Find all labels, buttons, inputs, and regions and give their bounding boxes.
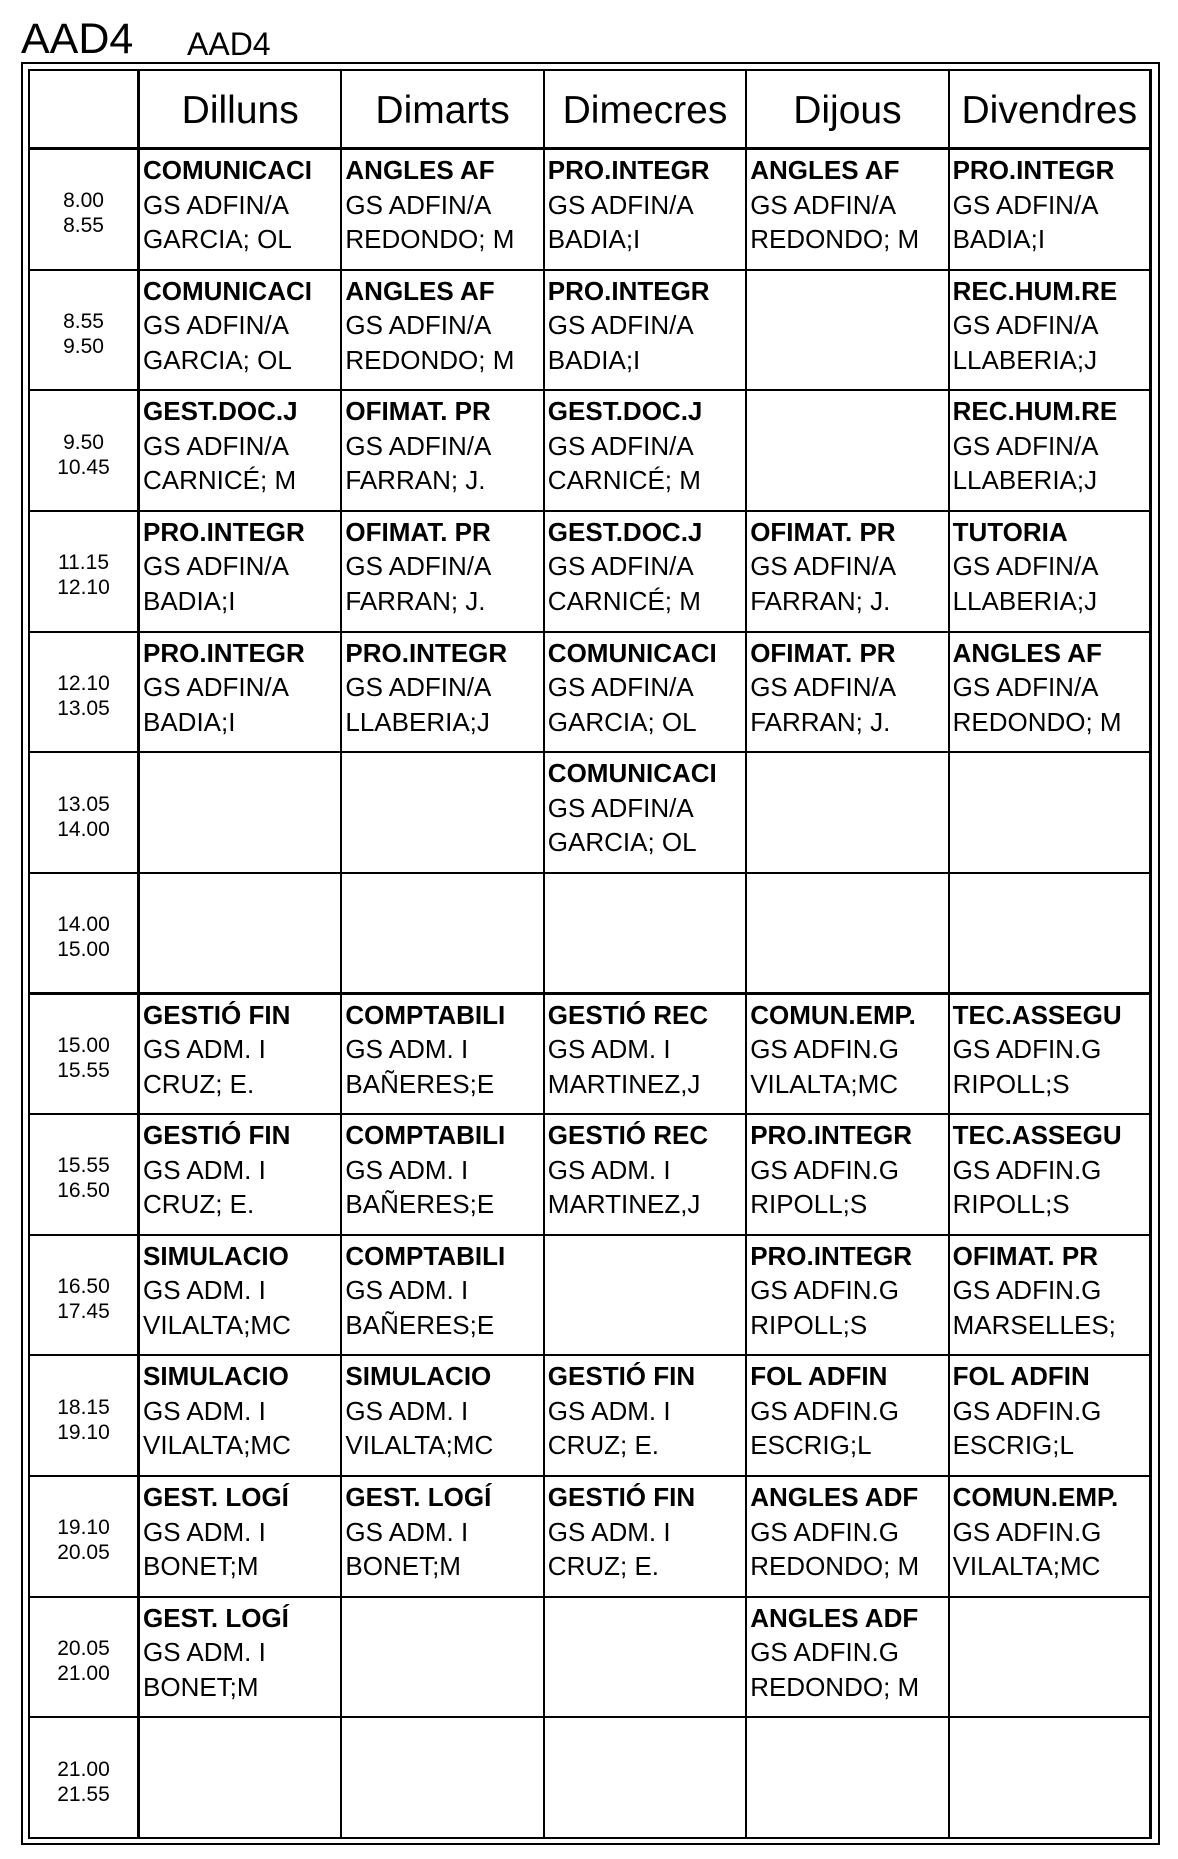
class-subject: COMPTABILI [345,999,506,1030]
time-slot-start: 13.05 [57,792,110,816]
class-teacher: CRUZ; E. [547,1551,660,1582]
class-subject: COMUNICACI [547,758,717,789]
class-slot-cell [747,995,949,1116]
empty-slot-cell [545,1236,747,1357]
empty-slot-cell [342,1718,544,1839]
class-teacher: FARRAN; J. [750,585,891,616]
class-group: GS ADM. I [143,1275,266,1306]
class-teacher: GARCIA; OL [547,827,697,858]
time-slot-cell [30,1477,140,1598]
class-teacher: LLABERIA;J [345,706,490,737]
class-slot-cell [545,150,747,271]
class-group: GS ADM. I [345,1395,469,1426]
class-slot-cell [140,150,342,271]
class-slot-cell [140,1598,342,1719]
day-header [950,71,1152,150]
class-group: GS ADM. I [143,1637,266,1668]
group-label: AAD4 [187,26,271,62]
class-teacher: BADIA;I [547,224,641,254]
class-teacher: REDONDO; M [750,224,920,254]
class-subject: REC.HUM.RE [952,396,1118,427]
class-subject: GESTIÓ FIN [547,1482,696,1513]
empty-slot-cell [747,391,949,512]
class-teacher: REDONDO; M [345,224,515,254]
day-header-label: Dimecres [562,89,728,132]
class-slot-cell [342,1115,544,1236]
class-group: GS ADFIN.G [952,1154,1102,1185]
class-teacher: CRUZ; E. [547,1430,660,1461]
time-slot-cell [30,150,140,271]
class-subject: OFIMAT. PR [345,396,491,427]
class-teacher: VILALTA;MC [750,1068,899,1099]
time-slot-end: 19.10 [57,1420,110,1444]
class-subject: SIMULACIO [143,1240,289,1271]
class-group: GS ADFIN/A [547,792,694,823]
class-slot-cell [950,1115,1152,1236]
class-group: GS ADFIN/A [547,189,694,220]
class-subject: PRO.INTEGR [547,155,710,185]
class-teacher: BAÑERES;E [345,1309,495,1340]
class-slot-cell [545,753,747,874]
time-slot-start: 8.55 [63,309,104,333]
class-subject: OFIMAT. PR [750,637,896,668]
class-subject: GEST.DOC.J [143,396,298,427]
class-group: GS ADFIN.G [952,1275,1102,1306]
class-group: GS ADFIN/A [952,430,1099,461]
class-slot-cell [545,1115,747,1236]
timetable-title: AAD4 [21,15,134,63]
class-teacher: LLABERIA;J [952,465,1098,496]
class-group: GS ADFIN.G [750,1154,899,1185]
time-slot-start: 15.00 [57,1033,110,1057]
class-group: GS ADFIN/A [547,551,694,582]
time-slot-cell [30,512,140,633]
day-header [140,71,342,150]
class-group: GS ADM. I [143,1395,266,1426]
empty-slot-cell [950,874,1152,995]
time-slot-cell [30,1236,140,1357]
time-slot-end: 13.05 [57,696,110,720]
class-teacher: MARTINEZ,J [547,1189,701,1220]
class-slot-cell [140,995,342,1116]
class-subject: COMUN.EMP. [952,1482,1119,1513]
time-slot-cell [30,753,140,874]
class-group: GS ADFIN/A [750,551,897,582]
class-teacher: VILALTA;MC [143,1309,291,1340]
class-slot-cell [342,1356,544,1477]
time-slot-start: 9.50 [63,430,104,454]
class-subject: SIMULACIO [345,1361,492,1392]
empty-slot-cell [140,753,342,874]
time-slot-end: 20.05 [57,1541,110,1565]
class-subject: GESTIÓ FIN [547,1361,696,1392]
class-teacher: REDONDO; M [750,1551,920,1582]
class-group: GS ADM. I [143,1516,266,1547]
time-slot-cell [30,633,140,754]
class-teacher: BADIA;I [143,585,236,616]
class-teacher: LLABERIA;J [952,344,1098,375]
empty-slot-cell [950,1598,1152,1719]
class-slot-cell [140,1356,342,1477]
class-subject: OFIMAT. PR [952,1240,1098,1271]
class-subject: ANGLES AF [750,155,900,185]
time-slot-cell [30,1356,140,1477]
class-slot-cell [747,1115,949,1236]
class-subject: GESTIÓ FIN [143,1120,291,1151]
class-subject: ANGLES ADF [750,1482,919,1513]
class-slot-cell [545,1477,747,1598]
class-teacher: ESCRIG;L [750,1430,872,1461]
class-teacher: REDONDO; M [750,1671,920,1702]
class-subject: PRO.INTEGR [143,637,305,668]
class-group: GS ADFIN.G [952,1395,1102,1426]
class-subject: TEC.ASSEGU [952,1120,1122,1151]
class-subject: REC.HUM.RE [952,275,1118,306]
class-slot-cell [342,633,544,754]
empty-slot-cell [950,1718,1152,1839]
empty-slot-cell [545,1718,747,1839]
class-subject: PRO.INTEGR [143,516,305,547]
class-subject: ANGLES AF [952,637,1102,668]
class-slot-cell [950,633,1152,754]
time-slot-end: 15.55 [57,1058,110,1082]
empty-slot-cell [140,874,342,995]
class-group: GS ADFIN/A [952,189,1099,220]
class-slot-cell [342,271,544,392]
class-subject: GEST.DOC.J [547,396,703,427]
class-slot-cell [140,633,342,754]
class-group: GS ADFIN/A [952,551,1099,582]
class-teacher: ESCRIG;L [952,1430,1074,1461]
class-slot-cell [342,391,544,512]
class-subject: COMUNICACI [143,155,312,185]
time-slot-start: 8.00 [63,189,104,213]
class-teacher: FARRAN; J. [345,585,486,616]
class-slot-cell [342,1477,544,1598]
empty-slot-cell [342,753,544,874]
empty-slot-cell [545,874,747,995]
class-group: GS ADM. I [345,1275,469,1306]
class-slot-cell [950,1236,1152,1357]
time-slot-cell [30,391,140,512]
class-subject: OFIMAT. PR [345,516,491,547]
class-teacher: GARCIA; OL [143,224,292,254]
class-group: GS ADM. I [345,1154,469,1185]
empty-slot-cell [342,874,544,995]
class-slot-cell [950,391,1152,512]
class-subject: GEST. LOGÍ [345,1482,492,1513]
class-teacher: BADIA;I [952,224,1046,254]
empty-slot-cell [747,1718,949,1839]
class-group: GS ADM. I [345,1034,469,1064]
time-slot-start: 20.05 [57,1637,110,1661]
time-slot-cell [30,1598,140,1719]
class-slot-cell [545,1356,747,1477]
class-group: GS ADFIN/A [345,310,492,341]
class-subject: SIMULACIO [143,1361,289,1392]
class-subject: COMPTABILI [345,1240,506,1271]
time-slot-start: 18.15 [57,1395,110,1419]
class-group: GS ADFIN/A [345,551,492,582]
class-teacher: FARRAN; J. [345,465,486,496]
time-slot-end: 17.45 [57,1300,110,1324]
empty-slot-cell [747,753,949,874]
class-group: GS ADFIN/A [547,430,694,461]
class-teacher: FARRAN; J. [750,706,891,737]
class-slot-cell [747,1598,949,1719]
class-slot-cell [545,512,747,633]
class-teacher: REDONDO; M [952,706,1122,737]
class-subject: COMUNICACI [547,637,717,668]
class-group: GS ADFIN.G [750,1034,899,1064]
class-subject: GEST. LOGÍ [143,1602,289,1633]
class-slot-cell [342,512,544,633]
class-teacher: CARNICÉ; M [547,585,701,616]
class-group: GS ADFIN.G [952,1516,1102,1547]
day-header-label: Divendres [961,89,1138,132]
class-group: GS ADFIN/A [547,310,694,341]
class-teacher: VILALTA;MC [143,1430,291,1461]
class-teacher: CARNICÉ; M [547,465,701,496]
class-teacher: CRUZ; E. [143,1068,255,1099]
header-corner-cell [30,71,140,150]
class-subject: PRO.INTEGR [750,1240,912,1271]
time-slot-end: 12.10 [57,576,110,600]
time-slot-end: 9.50 [63,334,104,358]
class-slot-cell [140,391,342,512]
time-slot-cell [30,1718,140,1839]
time-slot-end: 15.00 [57,937,110,961]
class-slot-cell [545,271,747,392]
class-slot-cell [950,512,1152,633]
class-slot-cell [545,995,747,1116]
class-teacher: MARSELLES; [952,1309,1116,1340]
class-slot-cell [342,1236,544,1357]
class-group: GS ADFIN/A [952,310,1099,341]
class-teacher: BADIA;I [143,706,236,737]
class-teacher: BONET;M [143,1671,259,1702]
class-group: GS ADFIN/A [750,672,897,703]
class-group: GS ADFIN/A [345,430,492,461]
class-teacher: BAÑERES;E [345,1068,495,1099]
time-slot-cell [30,874,140,995]
class-group: GS ADFIN/A [143,189,289,220]
class-slot-cell [342,995,544,1116]
time-slot-cell [30,1115,140,1236]
class-group: GS ADFIN.G [750,1516,899,1547]
class-subject: GESTIÓ FIN [143,999,291,1030]
class-slot-cell [140,271,342,392]
class-teacher: GARCIA; OL [143,344,292,375]
class-teacher: VILALTA;MC [952,1551,1101,1582]
day-header [545,71,747,150]
class-subject: COMPTABILI [345,1120,506,1151]
class-subject: ANGLES AF [345,155,495,185]
class-slot-cell [950,995,1152,1116]
class-teacher: LLABERIA;J [952,585,1098,616]
class-teacher: CRUZ; E. [143,1189,255,1220]
class-slot-cell [747,150,949,271]
class-teacher: BAÑERES;E [345,1189,495,1220]
class-subject: PRO.INTEGR [952,155,1115,185]
schedule-table [28,69,1152,1839]
time-slot-end: 8.55 [63,214,104,238]
day-header-label: Dilluns [181,89,299,132]
class-group: GS ADFIN/A [143,310,289,341]
day-header [342,71,544,150]
class-subject: FOL ADFIN [750,1361,888,1392]
class-teacher: CARNICÉ; M [143,465,297,496]
empty-slot-cell [545,1598,747,1719]
class-teacher: BONET;M [143,1551,259,1582]
class-group: GS ADM. I [547,1395,671,1426]
class-group: GS ADFIN/A [345,189,492,220]
class-subject: OFIMAT. PR [750,516,896,547]
class-teacher: GARCIA; OL [547,706,697,737]
class-group: GS ADM. I [143,1154,266,1185]
class-group: GS ADFIN.G [750,1395,899,1426]
class-slot-cell [950,271,1152,392]
class-subject: COMUN.EMP. [750,999,916,1030]
class-subject: GEST.DOC.J [547,516,703,547]
empty-slot-cell [950,753,1152,874]
class-group: GS ADFIN/A [547,672,694,703]
class-group: GS ADFIN/A [750,189,897,220]
class-teacher: RIPOLL;S [750,1189,868,1220]
class-slot-cell [950,1356,1152,1477]
class-slot-cell [140,1115,342,1236]
class-group: GS ADFIN.G [952,1034,1102,1064]
empty-slot-cell [747,271,949,392]
day-header-label: Dimarts [375,89,510,132]
class-group: GS ADFIN.G [750,1637,899,1668]
class-slot-cell [950,1477,1152,1598]
time-slot-start: 16.50 [57,1275,110,1299]
class-group: GS ADM. I [547,1516,671,1547]
class-slot-cell [140,512,342,633]
class-slot-cell [545,633,747,754]
class-slot-cell [747,1236,949,1357]
time-slot-start: 14.00 [57,912,110,936]
class-group: GS ADFIN/A [143,430,289,461]
class-subject: COMUNICACI [143,275,312,306]
class-teacher: BADIA;I [547,344,641,375]
time-slot-start: 11.15 [58,551,109,575]
class-group: GS ADFIN/A [345,672,492,703]
class-subject: PRO.INTEGR [547,275,710,306]
class-group: GS ADFIN/A [143,551,289,582]
class-slot-cell [747,1477,949,1598]
class-group: GS ADFIN/A [952,672,1099,703]
class-subject: PRO.INTEGR [750,1120,912,1151]
class-slot-cell [545,391,747,512]
empty-slot-cell [342,1598,544,1719]
class-group: GS ADM. I [547,1154,671,1185]
time-slot-end: 21.55 [57,1782,110,1806]
class-teacher: RIPOLL;S [952,1068,1070,1099]
empty-slot-cell [140,1718,342,1839]
class-subject: ANGLES ADF [750,1602,919,1633]
class-teacher: RIPOLL;S [750,1309,868,1340]
class-teacher: MARTINEZ,J [547,1068,701,1099]
time-slot-end: 21.00 [57,1662,110,1686]
class-subject: ANGLES AF [345,275,495,306]
class-slot-cell [747,1356,949,1477]
class-slot-cell [140,1236,342,1357]
time-slot-end: 16.50 [57,1179,110,1203]
class-teacher: BONET;M [345,1551,461,1582]
time-slot-end: 10.45 [57,455,110,479]
class-group: GS ADM. I [143,1034,266,1064]
class-slot-cell [747,633,949,754]
class-group: GS ADM. I [345,1516,469,1547]
time-slot-cell [30,995,140,1116]
time-slot-start: 15.55 [57,1154,110,1178]
empty-slot-cell [747,874,949,995]
time-slot-start: 12.10 [57,671,110,695]
class-subject: PRO.INTEGR [345,637,508,668]
class-subject: TEC.ASSEGU [952,999,1122,1030]
class-slot-cell [950,150,1152,271]
class-teacher: RIPOLL;S [952,1189,1070,1220]
class-slot-cell [747,512,949,633]
class-group: GS ADFIN/A [143,672,289,703]
class-slot-cell [140,1477,342,1598]
class-slot-cell [342,150,544,271]
class-subject: FOL ADFIN [952,1361,1090,1392]
class-teacher: REDONDO; M [345,344,515,375]
time-slot-end: 14.00 [57,817,110,841]
class-subject: TUTORIA [952,516,1068,547]
time-slot-start: 21.00 [57,1757,110,1781]
day-header-label: Dijous [793,89,902,132]
class-subject: GESTIÓ REC [547,1120,709,1151]
time-slot-cell [30,271,140,392]
class-group: GS ADFIN.G [750,1275,899,1306]
time-slot-start: 19.10 [57,1516,110,1540]
class-subject: GEST. LOGÍ [143,1482,289,1513]
class-teacher: VILALTA;MC [345,1430,494,1461]
class-subject: GESTIÓ REC [547,999,709,1030]
class-group: GS ADM. I [547,1034,671,1064]
day-header [747,71,949,150]
